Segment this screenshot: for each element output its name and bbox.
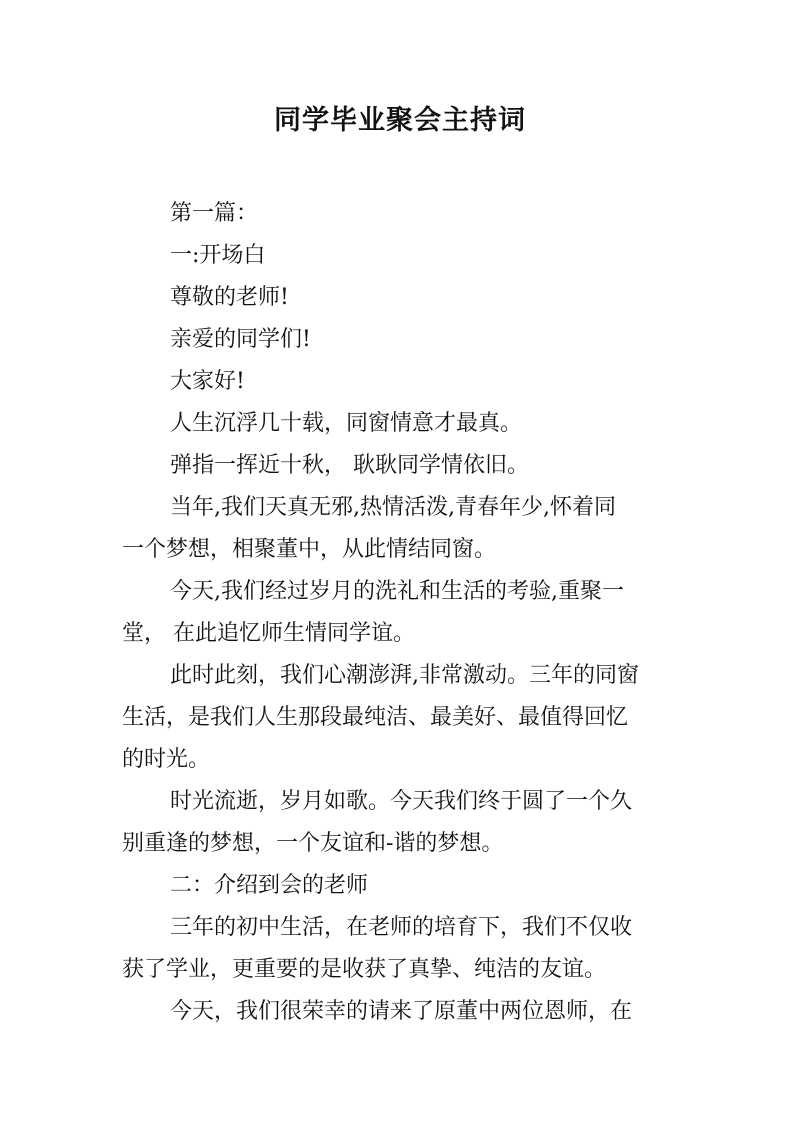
paragraph: [122, 235, 682, 277]
text-line: 一:开场白: [170, 243, 266, 268]
paragraph: [122, 403, 682, 445]
text-line: 大家好!: [170, 369, 245, 394]
document-title: 同学毕业聚会主持词: [274, 105, 526, 136]
text-line: 三年的初中生活，在老师的培育下，我们不仅收: [170, 915, 633, 940]
text-line: 生活，是我们人生那段最纯洁、最美好、最值得回忆: [122, 705, 629, 730]
paragraph: [122, 487, 682, 571]
paragraph: [122, 655, 682, 781]
paragraph: [122, 991, 682, 1033]
text-line: 别重逢的梦想，一个友谊和-谐的梦想。: [122, 831, 504, 856]
text-line: 堂， 在此追忆师生情同学谊。: [122, 621, 415, 646]
text-line: 人生沉浮几十载，同窗情意才最真。: [170, 411, 523, 436]
text-line: 第一篇：: [170, 201, 259, 226]
text-line: 时光流逝，岁月如歌。今天我们终于圆了一个久: [170, 789, 633, 814]
text-line: 的时光。: [122, 747, 211, 772]
text-line: 此时此刻，我们心潮澎湃,非常激动。三年的同窗: [170, 663, 639, 688]
paragraph: [122, 781, 682, 865]
paragraph: [122, 445, 682, 487]
text-line: 获了学业，更重要的是收获了真挚、纯洁的友谊。: [122, 957, 607, 982]
text-line: 弹指一挥近十秋， 耿耿同学情依旧。: [170, 453, 529, 478]
paragraph: [122, 319, 682, 361]
text-line: 亲爱的同学们!: [170, 327, 311, 352]
text-line: 当年,我们天真无邪,热情活泼,青春年少,怀着同: [170, 495, 616, 520]
text-line: 今天,我们经过岁月的洗礼和生活的考验,重聚一: [170, 579, 624, 604]
paragraph: [122, 907, 682, 991]
document-body: [122, 193, 682, 1033]
paragraph: [122, 277, 682, 319]
text-line: 今天，我们很荣幸的请来了原董中两位恩师，在: [170, 999, 633, 1024]
text-line: 二：介绍到会的老师: [170, 873, 369, 898]
text-line: 尊敬的老师!: [170, 285, 289, 310]
text-line: 一个梦想，相聚董中，从此情结同窗。: [122, 537, 497, 562]
paragraph: [122, 361, 682, 403]
paragraph: [122, 865, 682, 907]
paragraph: [122, 193, 682, 235]
paragraph: [122, 571, 682, 655]
